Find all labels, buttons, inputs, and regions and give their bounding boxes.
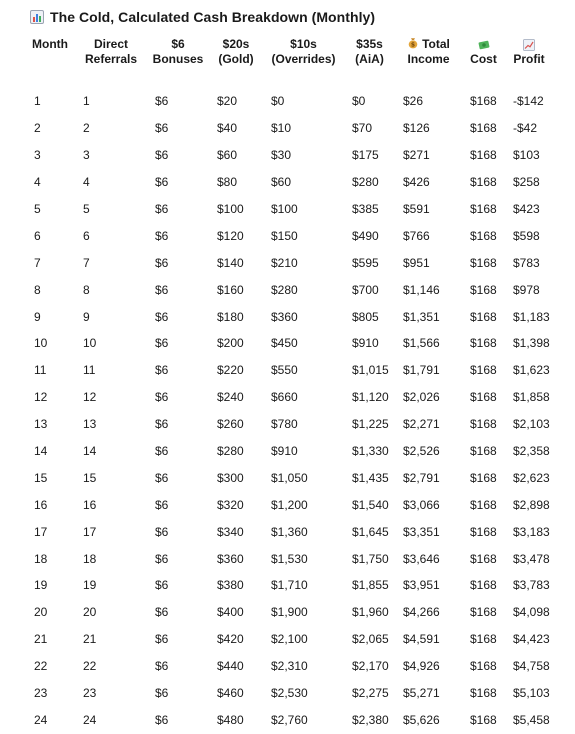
- cell-overrides: $660: [271, 390, 298, 405]
- cell-direct-referrals: 21: [83, 632, 97, 647]
- cell-overrides: $2,530: [271, 686, 308, 701]
- cell-gold: $420: [217, 632, 244, 647]
- cell-bonuses: $6: [155, 175, 169, 190]
- table-row: [26, 599, 553, 626]
- table-row: [26, 249, 553, 276]
- cell-profit: $103: [513, 148, 540, 163]
- cell-month: 24: [34, 712, 48, 727]
- cell-direct-referrals: 4: [83, 175, 90, 190]
- header-row: [26, 34, 553, 88]
- cell-aia: $1,855: [352, 578, 389, 593]
- cell-direct-referrals: 14: [83, 444, 97, 459]
- cell-gold: $360: [217, 551, 244, 566]
- cell-gold: $460: [217, 686, 244, 701]
- cell-profit: $4,098: [513, 605, 550, 620]
- cell-month: 10: [34, 336, 48, 351]
- cell-overrides: $910: [271, 444, 298, 459]
- table-header: [26, 34, 553, 88]
- cell-overrides: $1,050: [271, 470, 308, 485]
- cell-month: 17: [34, 524, 48, 539]
- header-month: Month: [32, 37, 68, 51]
- cell-month: 11: [34, 363, 47, 378]
- cell-month: 2: [34, 121, 41, 136]
- cell-gold: $300: [217, 470, 244, 485]
- cell-gold: $400: [217, 605, 244, 620]
- cell-overrides: $1,900: [271, 605, 308, 620]
- cell-profit: $783: [513, 255, 540, 270]
- cell-cost: $168: [470, 94, 497, 109]
- cell-overrides: $2,310: [271, 659, 308, 674]
- header-cost: [462, 34, 505, 88]
- cell-profit: $1,623: [513, 363, 550, 378]
- cell-cost: $168: [470, 228, 497, 243]
- cell-direct-referrals: 20: [83, 605, 97, 620]
- cell-overrides: $1,710: [271, 578, 308, 593]
- cell-month: 7: [34, 255, 41, 270]
- cell-gold: $480: [217, 712, 244, 727]
- cell-total-income: $766: [403, 228, 430, 243]
- table-body: [26, 88, 553, 733]
- cell-cost: $168: [470, 390, 497, 405]
- cell-direct-referrals: 17: [83, 524, 97, 539]
- cell-total-income: $5,271: [403, 686, 440, 701]
- cell-total-income: $5,626: [403, 712, 440, 727]
- cell-gold: $20: [217, 94, 238, 109]
- cell-cost: $168: [470, 282, 497, 297]
- table-row: [26, 411, 553, 438]
- header-profit: [505, 34, 553, 88]
- cell-gold: $100: [217, 202, 244, 216]
- cell-cost: $168: [470, 524, 497, 539]
- cell-total-income: $1,791: [403, 363, 440, 378]
- cell-total-income: $2,791: [403, 470, 440, 485]
- cell-cost: $168: [470, 336, 497, 351]
- cell-month: 19: [34, 578, 48, 593]
- header-direct-referrals: Direct Referrals: [84, 37, 138, 66]
- table-row: [26, 330, 553, 357]
- cell-direct-referrals: 19: [83, 578, 97, 593]
- cell-cost: $168: [470, 470, 497, 485]
- cell-direct-referrals: 2: [83, 121, 90, 136]
- table-row: [26, 169, 553, 196]
- cell-bonuses: $6: [155, 336, 169, 351]
- cell-month: 13: [34, 417, 48, 432]
- header-profit-label: Profit: [513, 52, 545, 66]
- table-row: [26, 626, 553, 653]
- cell-aia: $805: [352, 309, 379, 324]
- cell-profit: -$142: [513, 94, 544, 109]
- cell-overrides: $150: [271, 228, 298, 243]
- cell-gold: $220: [217, 363, 244, 378]
- table-row: [26, 464, 553, 491]
- cell-aia: $1,435: [352, 470, 389, 485]
- cell-profit: $978: [513, 282, 540, 297]
- cell-month: 14: [34, 444, 48, 459]
- cell-bonuses: $6: [155, 686, 169, 701]
- cell-month: 8: [34, 282, 41, 297]
- cell-total-income: $951: [403, 255, 430, 270]
- cell-overrides: $1,200: [271, 497, 308, 512]
- cell-aia: $2,170: [352, 659, 389, 674]
- cell-overrides: $280: [271, 282, 298, 297]
- cell-direct-referrals: 12: [83, 390, 97, 405]
- cell-cost: $168: [470, 632, 497, 647]
- cell-total-income: $426: [403, 175, 430, 190]
- cell-gold: $140: [217, 255, 244, 270]
- cell-bonuses: $6: [155, 605, 169, 620]
- cell-total-income: $1,146: [403, 282, 440, 297]
- cell-direct-referrals: 11: [83, 363, 96, 378]
- cell-aia: $910: [352, 336, 379, 351]
- cell-profit: $1,858: [513, 390, 550, 405]
- cell-bonuses: $6: [155, 497, 169, 512]
- cell-bonuses: $6: [155, 632, 169, 647]
- cell-month: 6: [34, 228, 41, 243]
- cell-overrides: $210: [271, 255, 298, 270]
- cell-gold: $160: [217, 282, 244, 297]
- page-title: The Cold, Calculated Cash Breakdown (Monthly): [50, 9, 376, 25]
- cell-profit: $3,183: [513, 524, 550, 539]
- cell-overrides: $360: [271, 309, 298, 324]
- cell-cost: $168: [470, 202, 497, 216]
- money-bag-icon: [407, 37, 419, 49]
- cell-bonuses: $6: [155, 228, 169, 243]
- cell-month: 1: [34, 94, 41, 109]
- cell-gold: $340: [217, 524, 244, 539]
- cell-month: 5: [34, 202, 41, 216]
- cell-gold: $240: [217, 390, 244, 405]
- cell-bonuses: $6: [155, 712, 169, 727]
- cell-bonuses: $6: [155, 202, 169, 216]
- cell-direct-referrals: 18: [83, 551, 97, 566]
- cash-table: [26, 34, 553, 733]
- cell-cost: $168: [470, 605, 497, 620]
- cell-profit: $5,458: [513, 712, 550, 727]
- table-row: [26, 88, 553, 115]
- header-bonuses: $6 Bonuses: [152, 37, 204, 66]
- cell-direct-referrals: 5: [83, 202, 90, 216]
- cell-gold: $200: [217, 336, 244, 351]
- cell-aia: $1,225: [352, 417, 389, 432]
- cell-cost: $168: [470, 417, 497, 432]
- table-row: [26, 518, 553, 545]
- table-row: [26, 491, 553, 518]
- cell-total-income: $4,266: [403, 605, 440, 620]
- cell-profit: $1,398: [513, 336, 550, 351]
- cell-profit: $2,898: [513, 497, 550, 512]
- cell-aia: $595: [352, 255, 379, 270]
- cell-cost: $168: [470, 175, 497, 190]
- table-row: [26, 384, 553, 411]
- cell-profit: $3,478: [513, 551, 550, 566]
- cell-month: 4: [34, 175, 41, 190]
- cell-profit: $258: [513, 175, 540, 190]
- cell-overrides: $100: [271, 202, 298, 216]
- table-row: [26, 572, 553, 599]
- dollar-banknote-icon: [478, 39, 490, 51]
- cell-bonuses: $6: [155, 363, 169, 378]
- cell-overrides: $0: [271, 94, 285, 109]
- cell-direct-referrals: 9: [83, 309, 90, 324]
- cell-bonuses: $6: [155, 659, 169, 674]
- cell-aia: $1,540: [352, 497, 389, 512]
- cell-total-income: $271: [403, 148, 430, 163]
- cell-cost: $168: [470, 444, 497, 459]
- cell-bonuses: $6: [155, 390, 169, 405]
- cell-bonuses: $6: [155, 255, 169, 270]
- cell-direct-referrals: 7: [83, 255, 90, 270]
- cell-profit: $2,103: [513, 417, 550, 432]
- cell-direct-referrals: 22: [83, 659, 97, 674]
- cell-gold: $60: [217, 148, 238, 163]
- cell-profit: $2,623: [513, 470, 550, 485]
- cell-gold: $80: [217, 175, 238, 190]
- cell-profit: $3,783: [513, 578, 550, 593]
- cell-total-income: $3,646: [403, 551, 440, 566]
- cell-total-income: $3,351: [403, 524, 440, 539]
- cell-total-income: $2,026: [403, 390, 440, 405]
- cell-aia: $1,015: [352, 363, 389, 378]
- cell-month: 23: [34, 686, 48, 701]
- cell-cost: $168: [470, 497, 497, 512]
- cell-direct-referrals: 3: [83, 148, 90, 163]
- cell-aia: $1,960: [352, 605, 389, 620]
- cell-direct-referrals: 24: [83, 712, 97, 727]
- header-gold: $20s (Gold): [218, 37, 254, 66]
- cell-direct-referrals: 13: [83, 417, 97, 432]
- header-aia: $35s (AiA): [355, 37, 384, 66]
- cell-month: 21: [34, 632, 48, 647]
- cell-bonuses: $6: [155, 417, 169, 432]
- cell-direct-referrals: 8: [83, 282, 90, 297]
- header-cost-label: Cost: [470, 52, 497, 66]
- cell-overrides: $550: [271, 363, 298, 378]
- cell-direct-referrals: 15: [83, 470, 97, 485]
- cell-cost: $168: [470, 659, 497, 674]
- title-row: [30, 8, 375, 26]
- cell-bonuses: $6: [155, 148, 169, 163]
- cell-aia: $2,275: [352, 686, 389, 701]
- cell-direct-referrals: 1: [83, 94, 90, 109]
- cell-bonuses: $6: [155, 94, 169, 109]
- header-total-income: [395, 34, 462, 88]
- table-row: [26, 276, 553, 303]
- cell-aia: $1,645: [352, 524, 389, 539]
- table-row: [26, 545, 553, 572]
- cell-bonuses: $6: [155, 470, 169, 485]
- cell-profit: $2,358: [513, 444, 550, 459]
- cell-month: 22: [34, 659, 48, 674]
- cell-aia: $1,120: [352, 390, 389, 405]
- cell-cost: $168: [470, 148, 497, 163]
- table-row: [26, 115, 553, 142]
- cell-gold: $40: [217, 121, 238, 136]
- table-row: [26, 222, 553, 249]
- cell-cost: $168: [470, 363, 497, 378]
- cell-month: 16: [34, 497, 48, 512]
- cell-month: 15: [34, 470, 48, 485]
- cell-aia: $385: [352, 202, 379, 216]
- cell-overrides: $60: [271, 175, 292, 190]
- cell-profit: $4,423: [513, 632, 550, 647]
- cell-direct-referrals: 23: [83, 686, 97, 701]
- cell-total-income: $3,951: [403, 578, 440, 593]
- chart-increasing-icon: [523, 39, 535, 51]
- cell-total-income: $2,526: [403, 444, 440, 459]
- cell-direct-referrals: 16: [83, 497, 97, 512]
- svg-text:$: $: [411, 41, 416, 49]
- cell-total-income: $126: [403, 121, 430, 136]
- cell-gold: $280: [217, 444, 244, 459]
- cell-total-income: $3,066: [403, 497, 440, 512]
- cell-direct-referrals: 10: [83, 336, 97, 351]
- cell-gold: $180: [217, 309, 244, 324]
- cell-total-income: $2,271: [403, 417, 440, 432]
- cell-gold: $260: [217, 417, 244, 432]
- cell-cost: $168: [470, 255, 497, 270]
- table-row: [26, 706, 553, 733]
- cell-cost: $168: [470, 712, 497, 727]
- cell-bonuses: $6: [155, 282, 169, 297]
- cell-profit: -$42: [513, 121, 538, 136]
- cell-bonuses: $6: [155, 309, 169, 324]
- cell-overrides: $1,360: [271, 524, 308, 539]
- cell-month: 9: [34, 309, 41, 324]
- cell-total-income: $1,566: [403, 336, 440, 351]
- table-row: [26, 680, 553, 707]
- table-row: [26, 653, 553, 680]
- cell-bonuses: $6: [155, 524, 169, 539]
- cell-gold: $120: [217, 228, 244, 243]
- cell-profit: $4,758: [513, 659, 550, 674]
- cell-aia: $700: [352, 282, 379, 297]
- cell-cost: $168: [470, 309, 497, 324]
- cell-cost: $168: [470, 578, 497, 593]
- cell-total-income: $591: [403, 202, 430, 216]
- cell-aia: $280: [352, 175, 379, 190]
- cell-bonuses: $6: [155, 578, 169, 593]
- cell-aia: $0: [352, 94, 366, 109]
- cell-cost: $168: [470, 551, 497, 566]
- cell-profit: $598: [513, 228, 540, 243]
- cell-month: 18: [34, 551, 48, 566]
- cell-aia: $490: [352, 228, 379, 243]
- cell-total-income: $4,926: [403, 659, 440, 674]
- cell-gold: $380: [217, 578, 244, 593]
- cell-cost: $168: [470, 686, 497, 701]
- cell-bonuses: $6: [155, 444, 169, 459]
- table-row: [26, 142, 553, 169]
- cell-total-income: $1,351: [403, 309, 440, 324]
- cell-total-income: $4,591: [403, 632, 440, 647]
- cell-overrides: $1,530: [271, 551, 308, 566]
- cell-aia: $1,330: [352, 444, 389, 459]
- cell-profit: $423: [513, 202, 540, 216]
- cell-overrides: $2,100: [271, 632, 308, 647]
- cell-cost: $168: [470, 121, 497, 136]
- table-row: [26, 196, 553, 223]
- cell-overrides: $10: [271, 121, 292, 136]
- cell-aia: $2,380: [352, 712, 389, 727]
- cell-month: 20: [34, 605, 48, 620]
- cell-aia: $175: [352, 148, 379, 163]
- table-row: [26, 357, 553, 384]
- cell-profit: $1,183: [513, 309, 550, 324]
- table-row: [26, 303, 553, 330]
- cell-gold: $320: [217, 497, 244, 512]
- cell-bonuses: $6: [155, 551, 169, 566]
- cell-month: 12: [34, 390, 48, 405]
- cell-overrides: $450: [271, 336, 298, 351]
- cell-month: 3: [34, 148, 41, 163]
- cell-total-income: $26: [403, 94, 424, 109]
- header-total-income-label: Total Income: [407, 37, 450, 66]
- cell-gold: $440: [217, 659, 244, 674]
- cell-overrides: $780: [271, 417, 298, 432]
- cell-aia: $1,750: [352, 551, 389, 566]
- table-row: [26, 438, 553, 465]
- cell-aia: $2,065: [352, 632, 389, 647]
- bar-chart-icon: [30, 10, 44, 24]
- cell-direct-referrals: 6: [83, 228, 90, 243]
- header-overrides: $10s (Overrides): [271, 37, 336, 66]
- cell-aia: $70: [352, 121, 373, 136]
- cell-overrides: $30: [271, 148, 292, 163]
- cell-overrides: $2,760: [271, 712, 308, 727]
- cell-bonuses: $6: [155, 121, 169, 136]
- cell-profit: $5,103: [513, 686, 550, 701]
